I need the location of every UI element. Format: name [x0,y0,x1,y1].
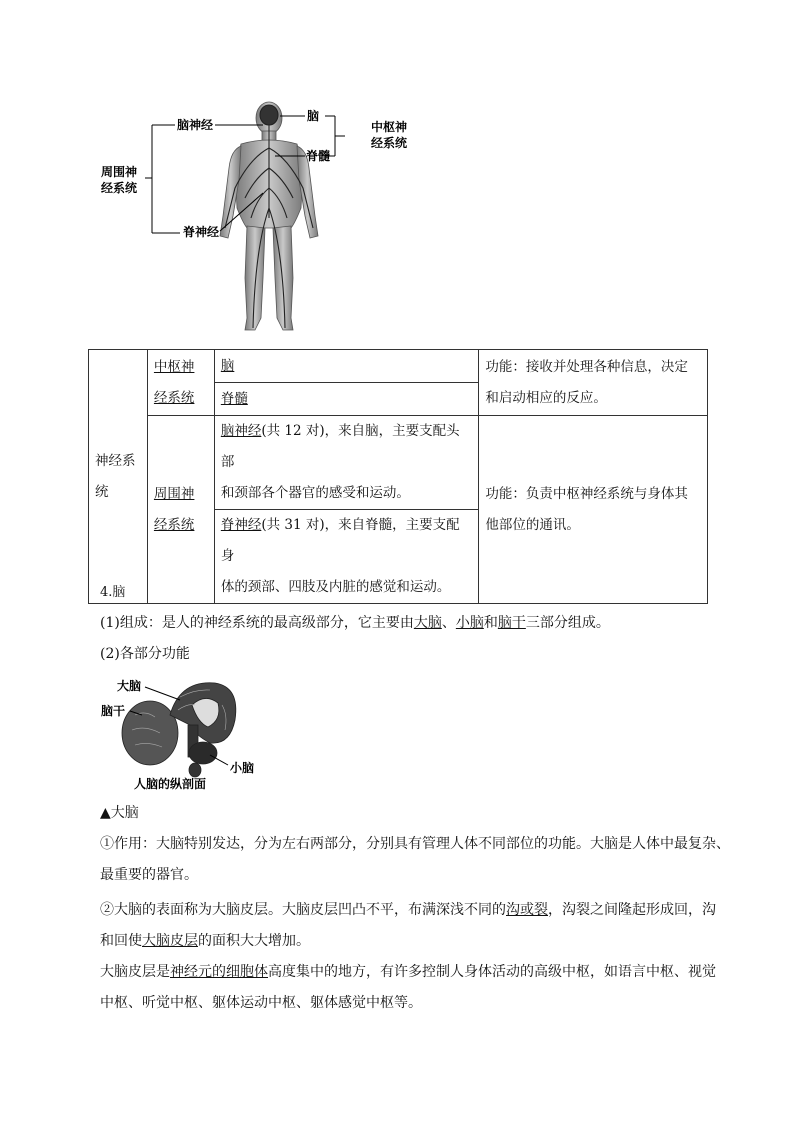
text: (共 12 对)，来自脑，主要支配头部 [220,423,460,470]
cell-cranial-nerve [214,416,479,510]
term-cranial-nerve: 脑神经 [220,423,262,439]
text: (共 31 对)，来自脊髓，主要支配身 [220,517,460,564]
text: ②大脑的表面称为大脑皮层。大脑皮层凹凸不平，布满深浅不同的 [100,902,506,918]
label-central-nervous-system [371,119,407,151]
cell-central-function [479,350,708,416]
cell-line: 经系统 [153,516,195,533]
cell-line: 和颈部各个器官的感受和运动。 [220,485,410,501]
cell-line: 中枢神 [153,358,195,375]
cell-line: 经系统 [153,389,195,406]
composition-paragraph [100,608,736,639]
cell-line: 神经系 [95,452,136,469]
cell-line [221,416,473,478]
term-cerebrum: 大脑 [413,615,442,631]
nervous-system-figure [95,98,425,343]
cell-line: 他部位的通讯。 [485,516,580,533]
label-line: 经系统 [371,136,408,150]
term-spinal-nerve: 脊神经 [220,517,262,533]
term-cerebral-cortex: 大脑皮层 [142,933,198,949]
text: 大脑皮层是 [100,964,170,980]
label-line: 中枢神 [371,120,408,134]
cell-line: 功能：接收并处理各种信息，决定 [485,358,688,375]
term-sulcus: 沟或裂 [506,902,548,918]
term-spinal-cord: 脊髓 [220,390,248,407]
label-line: 经系统 [101,181,138,195]
cortex-centers-line1 [100,957,736,988]
term-brainstem: 脑干 [497,615,526,631]
cell-line: 功能：负责中枢神经系统与身体其 [485,485,688,502]
cell-spinal-cord [214,383,479,416]
cerebrum-function-line1: ①作用：大脑特别发达，分为左右两部分，分别具有管理人体不同部位的功能。大脑是人体中最复杂、 [100,836,730,852]
cell-line: 和启动相应的反应。 [485,389,607,406]
cell-line: 统 [95,483,109,500]
term-neuron-cell-body: 神经元的细胞体 [170,964,268,980]
label-cerebrum: 大脑 [117,679,142,693]
cell-line [221,510,473,572]
label-line: 周围神 [101,165,138,179]
nervous-system-table [88,349,708,604]
label-cranial-nerve: 脑神经 [177,118,214,132]
label-brain: 脑 [307,109,320,123]
label-spinal-cord: 脊髓 [306,149,331,163]
label-cerebellum: 小脑 [230,761,255,775]
label-peripheral-nervous-system [101,164,137,196]
cell-line: 周围神 [153,485,195,502]
brain-section-figure [100,675,270,793]
label-spinal-nerve: 脊神经 [183,225,220,239]
term-brain: 脑 [220,357,235,374]
text: 的面积大大增加。 [198,933,310,949]
cell-peripheral-function [479,416,708,604]
cell-central-nervous-system [147,350,214,416]
section-heading: 4.脑 [100,585,126,600]
cortex-paragraph-line2 [100,926,736,957]
cell-line: 体的颈部、四肢及内脏的感觉和运动。 [220,579,451,595]
cell-brain [214,350,479,383]
text: 高度集中的地方，有许多控制人身体活动的高级中枢，如语言中枢、视觉 [268,964,716,980]
cortex-paragraph-line1 [100,895,736,926]
text: 和回使 [100,933,142,949]
text: 三部分组成。 [525,615,610,631]
text: ，沟裂之间隆起形成回，沟 [548,902,716,918]
label-brainstem: 脑干 [101,704,126,718]
cerebrum-heading: ▲大脑 [100,805,139,821]
term-cerebellum: 小脑 [455,615,484,631]
cerebrum-function-line2: 最重要的器官。 [100,867,198,883]
figure-caption: 人脑的纵剖面 [134,777,207,791]
text: 、 [441,615,456,631]
functions-heading: (2)各部分功能 [100,646,190,662]
cell-peripheral-nervous-system [147,416,214,604]
text: 和 [483,615,498,631]
cortex-centers-line2: 中枢、听觉中枢、躯体运动中枢、躯体感觉中枢等。 [100,995,422,1011]
text: (1)组成：是人的神经系统的最高级部分，它主要由 [100,615,414,631]
cell-nervous-system [89,350,148,604]
